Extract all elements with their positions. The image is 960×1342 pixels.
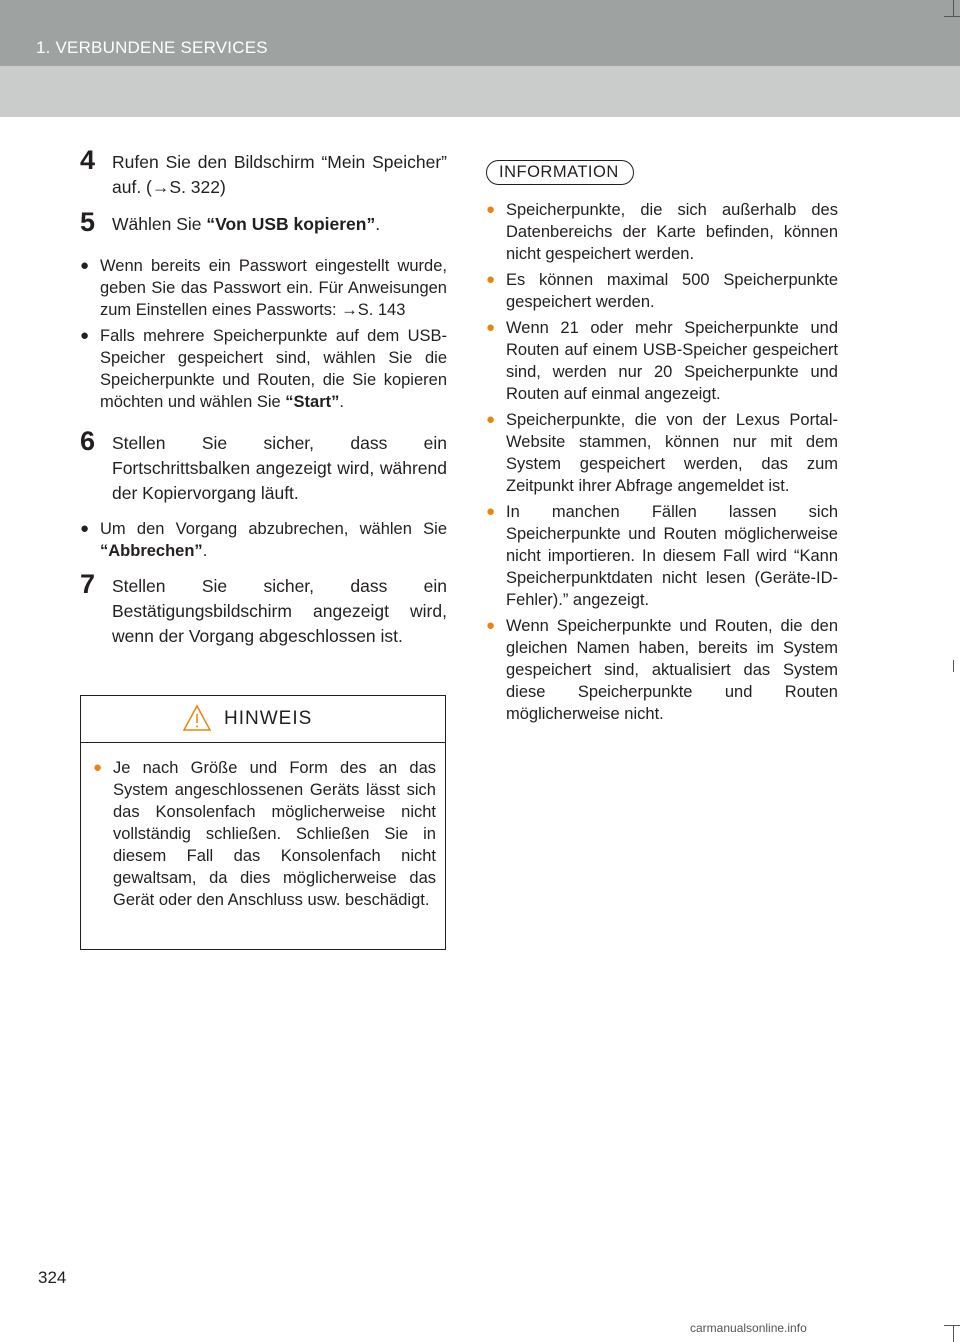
bullet-text-part: Wenn bereits ein Passwort eingestellt wurde, geben Sie das Passwort ein. Für Anweisungen zum Einstellen eines Passworts:	[100, 257, 447, 319]
list-item	[80, 325, 447, 413]
step-5	[80, 207, 447, 237]
bullet-text-part: .	[339, 393, 344, 411]
bullet-dot-icon: ●	[486, 617, 496, 634]
list-item	[486, 409, 838, 497]
button-label-reference: “Start”	[285, 393, 340, 411]
step-number: 6	[80, 426, 96, 456]
crop-mark	[953, 660, 954, 672]
bullet-text-part: .	[202, 542, 208, 560]
crop-mark	[953, 1325, 954, 1342]
step-7	[80, 569, 447, 649]
crop-mark	[944, 16, 960, 17]
step-text-part: .	[375, 214, 381, 234]
bullet-text	[100, 325, 447, 413]
hinweis-header	[81, 696, 445, 743]
arrow-icon: →	[341, 301, 358, 319]
list-item	[486, 615, 838, 725]
bullet-text: Wenn Speicherpunkte und Routen, die den gleichen Namen haben, bereits im System gespeichert sind, aktualisiert das System diese Speicherpunkte und Routen möglicherweise nicht.	[506, 617, 838, 723]
page-reference[interactable]: S. 143	[357, 301, 406, 319]
bullet-text: Es können maximal 500 Speicherpunkte gespeichert werden.	[506, 271, 838, 311]
step-text-part: Wählen Sie	[112, 214, 207, 234]
bullet-text: Wenn 21 oder mehr Speicherpunkte und Routen auf einem USB-Speicher gespeichert sind, werden nur 20 Speicherpunkte und Routen auf einmal angezeigt.	[506, 319, 838, 403]
bullet-text: In manchen Fällen lassen sich Speicherpunkte und Routen möglicherweise nicht importieren. In diesem Fall wird “Kann Speicherpunktdaten nicht lesen (Geräte-ID-Fehler).” angezeigt.	[506, 503, 838, 609]
step-text: Stellen Sie sicher, dass ein Fortschrittsbalken angezeigt wird, während der Kopiervorgang läuft.	[112, 433, 447, 503]
bullet-dot-icon: ●	[486, 271, 496, 288]
bullet-dot-icon: ●	[486, 411, 496, 428]
bullet-text-part: Falls mehrere Speicherpunkte auf dem USB-Speicher gespeichert sind, wählen Sie die Speicherpunkte und Routen, die Sie kopieren möchten und wählen Sie	[100, 327, 447, 411]
bullet-text-part: Um den Vorgang abzubrechen, wählen Sie	[100, 520, 447, 538]
bullet-text: Je nach Größe und Form des an das System angeschlossenen Geräts lässt sich das Konsolenfach möglicherweise nicht vollständig schließen. Schließen Sie in diesem Fall das Konsolenfach nicht gewaltsam, da dies möglicherweise das Gerät oder den Anschluss usw. beschädigt.	[113, 759, 436, 909]
bullet-dot-icon: ●	[93, 759, 103, 776]
list-item	[80, 255, 447, 321]
step5-bullets	[80, 255, 447, 413]
bullet-dot-icon: ●	[80, 257, 90, 274]
bullet-text	[100, 518, 447, 562]
step-text	[112, 212, 380, 237]
bullet-text: Speicherpunkte, die sich außerhalb des Datenbereichs der Karte befinden, können nicht gespeichert werden.	[506, 201, 838, 263]
bullet-dot-icon: ●	[486, 201, 496, 218]
list-item	[486, 199, 838, 265]
list-item	[93, 757, 436, 911]
step-number: 4	[80, 145, 96, 175]
button-label-reference: “Abbrechen”	[100, 542, 203, 560]
information-label: INFORMATION	[486, 160, 634, 185]
bullet-dot-icon: ●	[486, 319, 496, 336]
list-item	[486, 501, 838, 611]
arrow-icon: →	[151, 177, 170, 197]
step-4	[80, 145, 447, 200]
page-reference[interactable]: S. 322)	[169, 177, 226, 197]
page-number: 324	[38, 1268, 67, 1287]
list-item	[80, 518, 447, 562]
information-section	[486, 160, 838, 729]
step-number: 5	[80, 207, 96, 237]
hinweis-title: HINWEIS	[224, 708, 313, 729]
button-label-reference: “Von USB kopieren”	[206, 214, 376, 234]
hinweis-box	[80, 695, 446, 950]
crop-mark	[953, 0, 954, 16]
step-text: Stellen Sie sicher, dass ein Bestätigungsbildschirm angezeigt wird, wenn der Vorgang abgeschlossen ist.	[112, 576, 447, 646]
step-text	[112, 150, 447, 200]
step-number: 7	[80, 569, 96, 599]
crop-mark	[944, 1325, 960, 1326]
step-text-part: Rufen Sie den Bildschirm “Mein Speicher” auf. (	[112, 152, 447, 197]
list-item	[486, 317, 838, 405]
list-item	[486, 269, 838, 313]
step6-bullets	[80, 518, 447, 562]
section-title: 1. VERBUNDENE SERVICES	[36, 38, 268, 57]
step-6	[80, 426, 447, 506]
bullet-text	[100, 255, 447, 321]
bullet-text: Speicherpunkte, die von der Lexus Portal-Website stammen, können nur mit dem System gespeichert werden, das zum Zeitpunkt ihrer Abfrage angemeldet ist.	[506, 411, 838, 495]
hinweis-body	[81, 743, 445, 911]
warning-triangle-icon	[182, 704, 212, 732]
bullet-dot-icon: ●	[80, 520, 90, 537]
watermark[interactable]: carmanualsonline.info	[690, 1321, 807, 1335]
left-column	[80, 145, 447, 661]
bullet-dot-icon: ●	[80, 327, 90, 344]
bullet-dot-icon: ●	[486, 503, 496, 520]
